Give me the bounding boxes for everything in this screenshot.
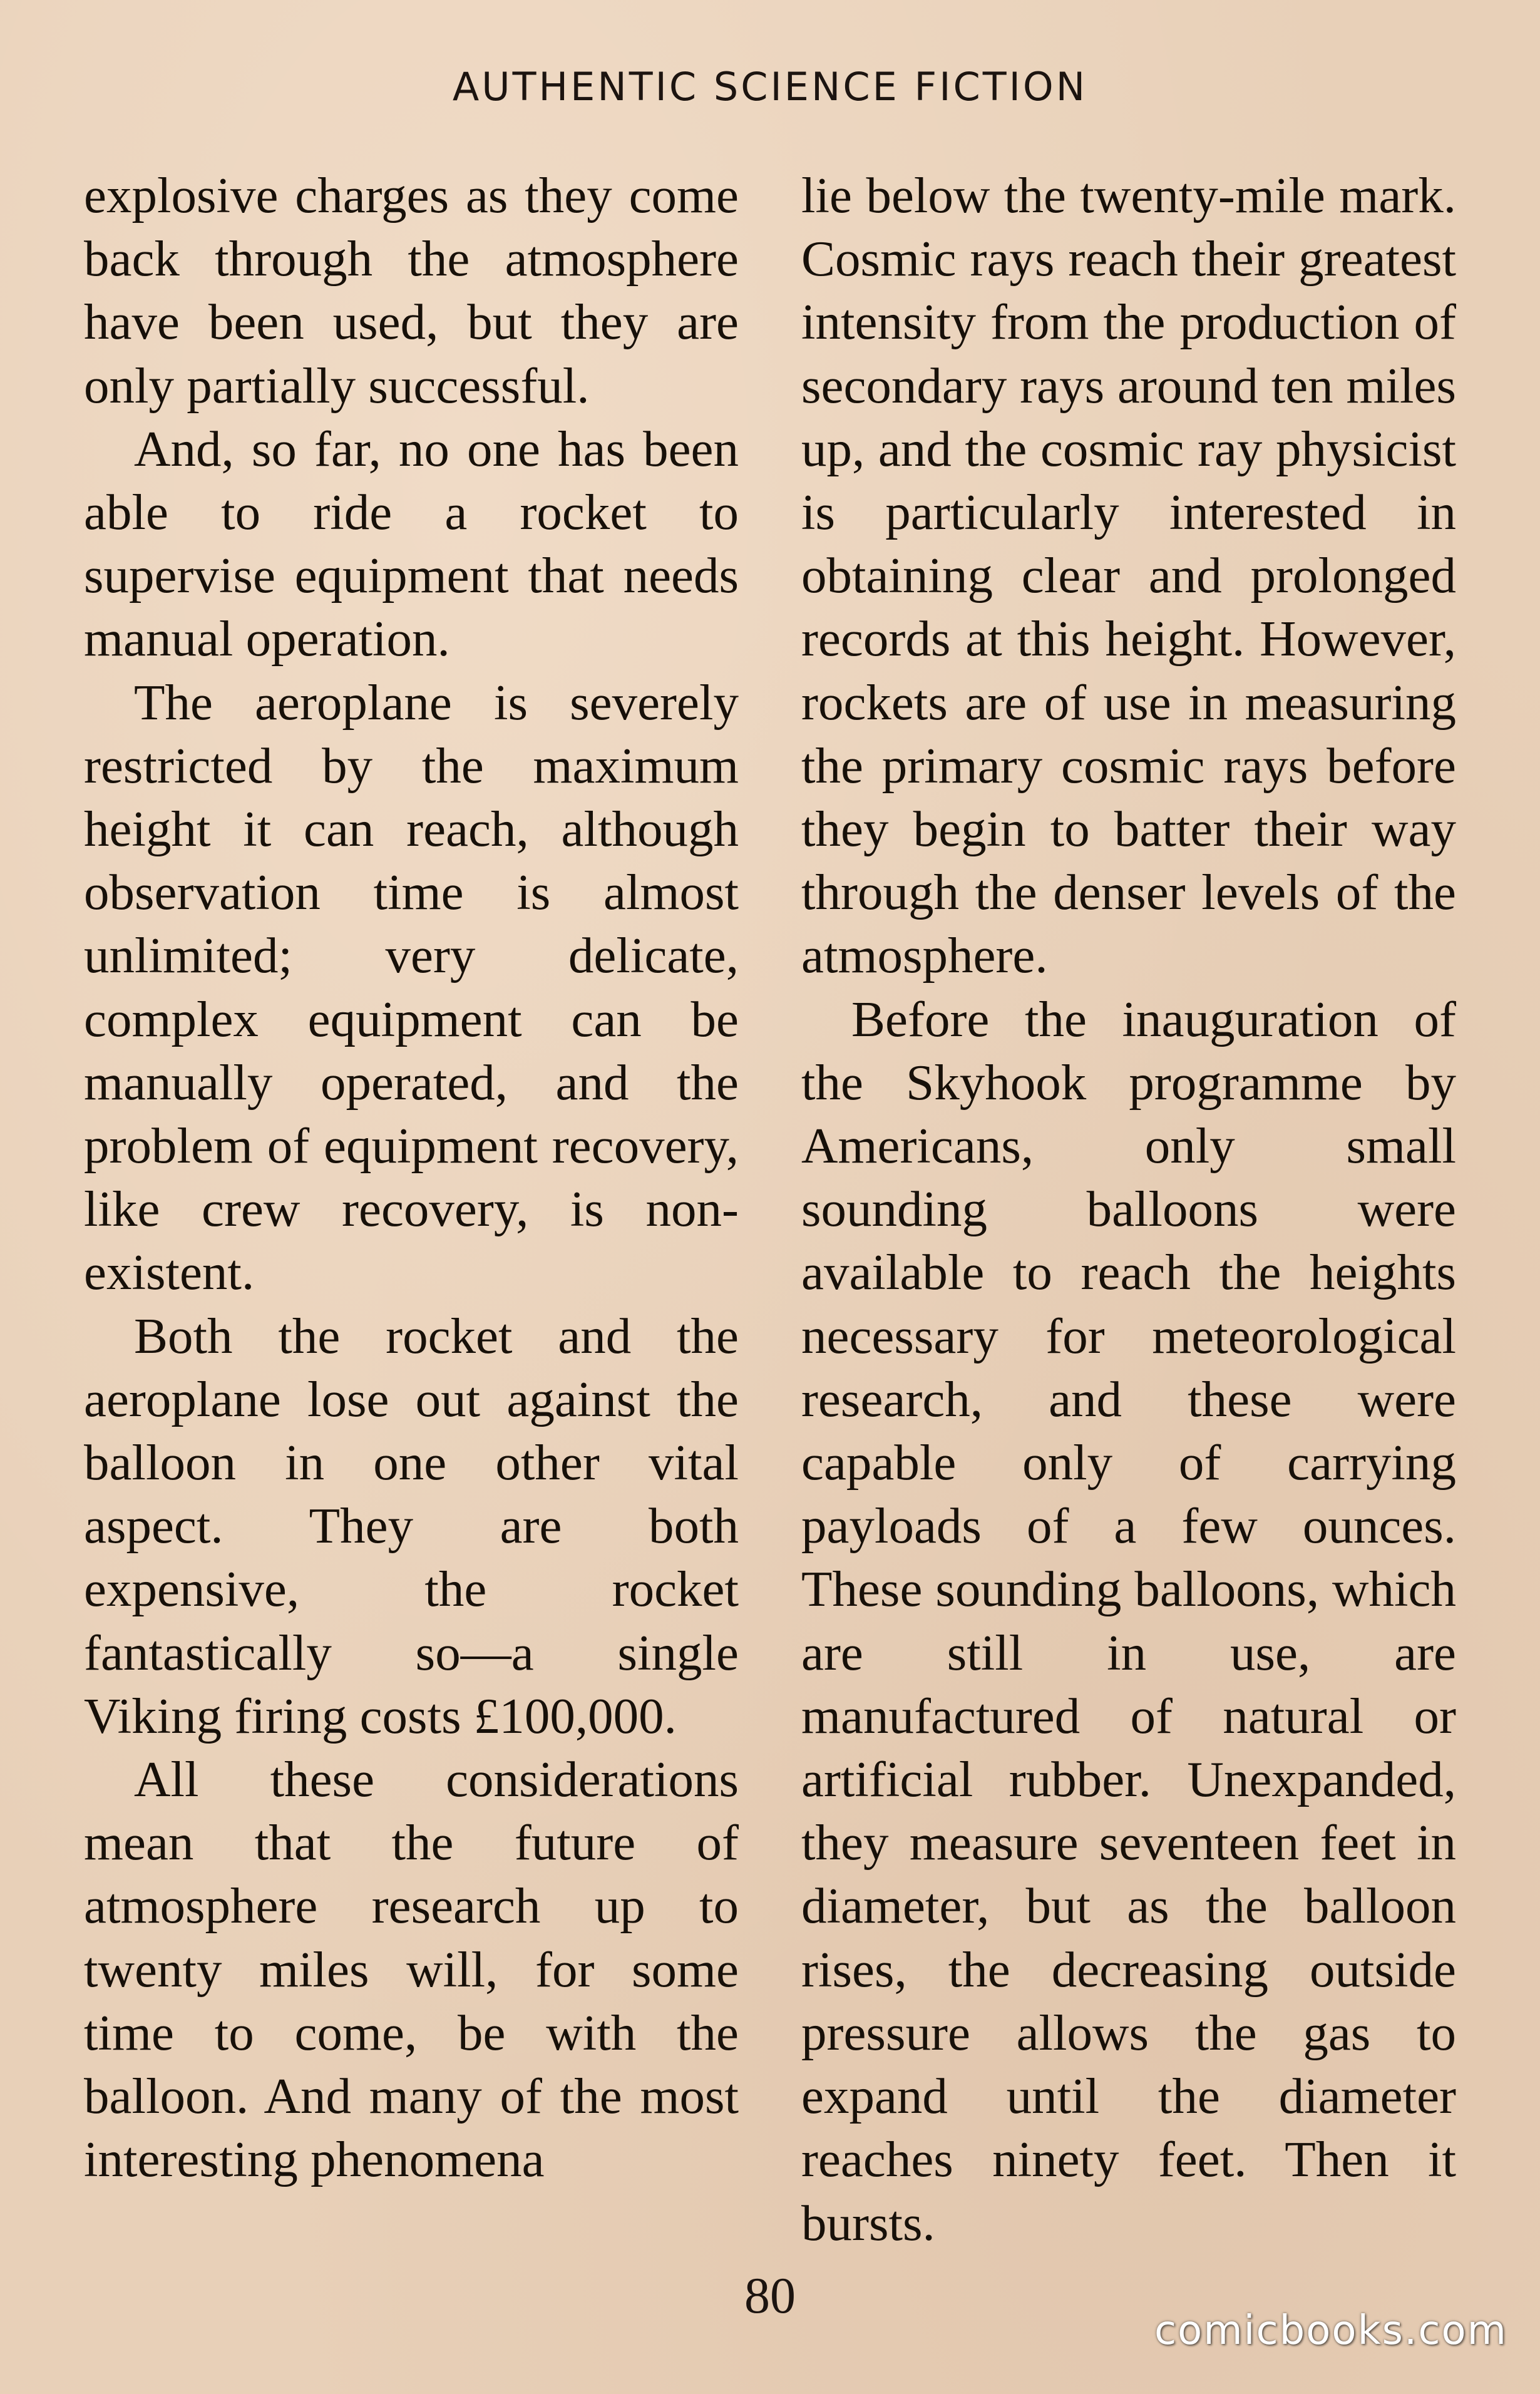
paragraph: Both the rocket and the aeroplane lose out against the balloon in one other vital aspect. They are both expensive, the rocket fantastically so—a single Viking firing costs £100,000. <box>84 1307 739 1744</box>
paragraph: All these considerations mean that the future of atmosphere research up to twenty miles will, for some time to come, be with the balloon. And many of the most interesting phenomena <box>84 1751 739 2188</box>
running-head: AUTHENTIC SCIENCE FICTION <box>452 64 1088 110</box>
paragraph: And, so far, no one has been able to ride a rocket to supervise equipment that needs manual operation. <box>84 420 739 667</box>
paragraph: lie below the twenty-mile mark. Cosmic rays reach their greatest intensity from the production of secondary rays around ten miles up, and the cosmic ray physicist is particularly interested in obtaining clear and prolonged records at this height. However, rockets are of use in measuring the primary cosmic rays before they begin to batter their way through the denser levels of the atmosphere. <box>801 167 1456 984</box>
right-text-column <box>801 164 1456 2255</box>
left-text-column <box>84 164 739 2192</box>
watermark: comicbooks.com <box>1154 2308 1507 2354</box>
paragraph: Before the inauguration of the Skyhook programme by Americans, only small sounding balloons were available to reach the heights necessary for meteorological research, and these were capable only of carrying payloads of a few ounces. These sounding balloons, which are still in use, are manufactured of natural or artificial rubber. Unexpanded, they measure seventeen feet in diameter, but as the balloon rises, the decreasing outside pressure allows the gas to expand until the diameter reaches ninety feet. Then it bursts. <box>801 990 1456 2251</box>
page-number: 80 <box>744 2267 796 2324</box>
paragraph: The aeroplane is severely restricted by the maximum height it can reach, although observation time is almost unlimited; very delicate, complex equipment can be manually operated, and the problem of equipment recovery, like crew recovery, is non-existent. <box>84 674 739 1301</box>
paragraph: explosive charges as they come back through the atmosphere have been used, but they are only partially successful. <box>84 167 739 414</box>
